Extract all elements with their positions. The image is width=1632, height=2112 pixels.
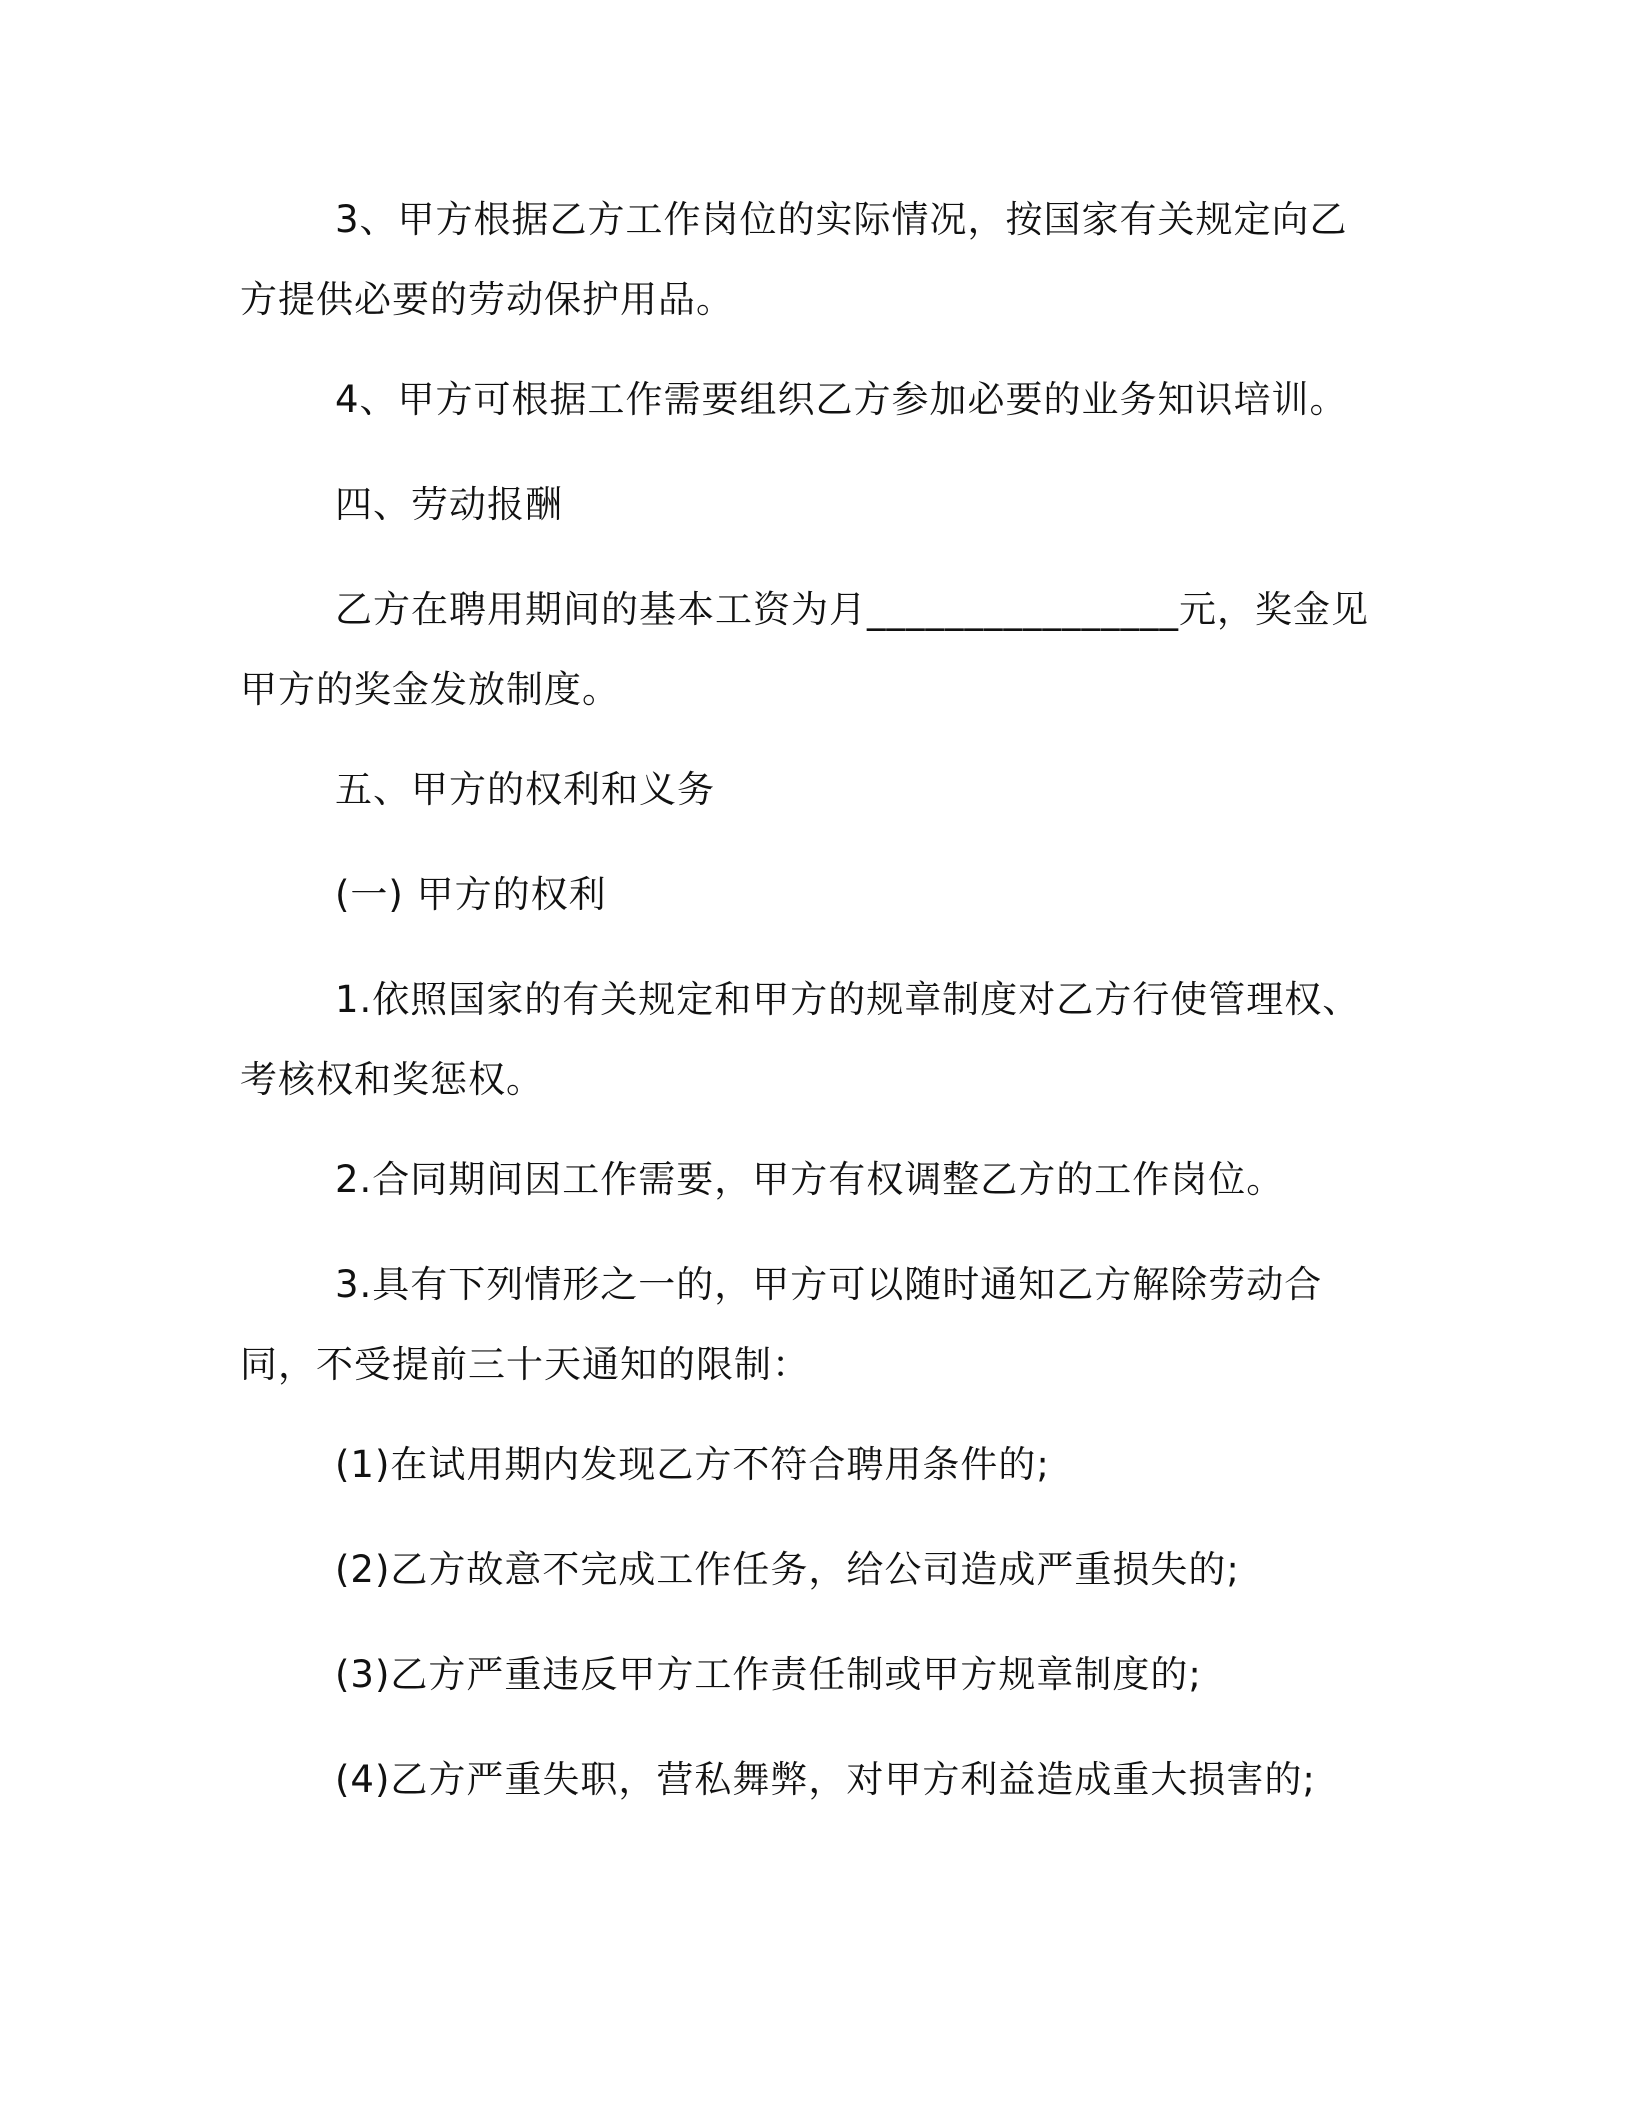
paragraph-right-1: 1.依照国家的有关规定和甲方的规章制度对乙方行使管理权、考核权和奖惩权。 <box>240 978 1361 1101</box>
paragraph-right-3: 3.具有下列情形之一的，甲方可以随时通知乙方解除劳动合同，不受提前三十天通知的限制： <box>240 1263 1323 1386</box>
subsection-heading-party-a-rights: (一) 甲方的权利 <box>335 873 607 916</box>
section-heading-remuneration: 四、劳动报酬 <box>335 483 563 526</box>
list-item-condition-2: (2)乙方故意不完成工作任务，给公司造成严重损失的; <box>335 1548 1240 1591</box>
list-item-condition-4: (4)乙方严重失职，营私舞弊，对甲方利益造成重大损害的; <box>335 1758 1316 1801</box>
list-item-condition-3: (3)乙方严重违反甲方工作责任制或甲方规章制度的; <box>335 1653 1202 1696</box>
paragraph-clause-4: 4、甲方可根据工作需要组织乙方参加必要的业务知识培训。 <box>335 378 1348 421</box>
paragraph-clause-3: 3、甲方根据乙方工作岗位的实际情况，按国家有关规定向乙方提供必要的劳动保护用品。 <box>240 198 1348 321</box>
list-item-condition-1: (1)在试用期内发现乙方不符合聘用条件的; <box>335 1443 1050 1486</box>
paragraph-basic-salary: 乙方在聘用期间的基本工资为月________________元，奖金见甲方的奖金发放制度。 <box>240 588 1369 711</box>
paragraph-right-2: 2.合同期间因工作需要，甲方有权调整乙方的工作岗位。 <box>335 1158 1285 1201</box>
section-heading-party-a-rights-duties: 五、甲方的权利和义务 <box>335 768 715 811</box>
